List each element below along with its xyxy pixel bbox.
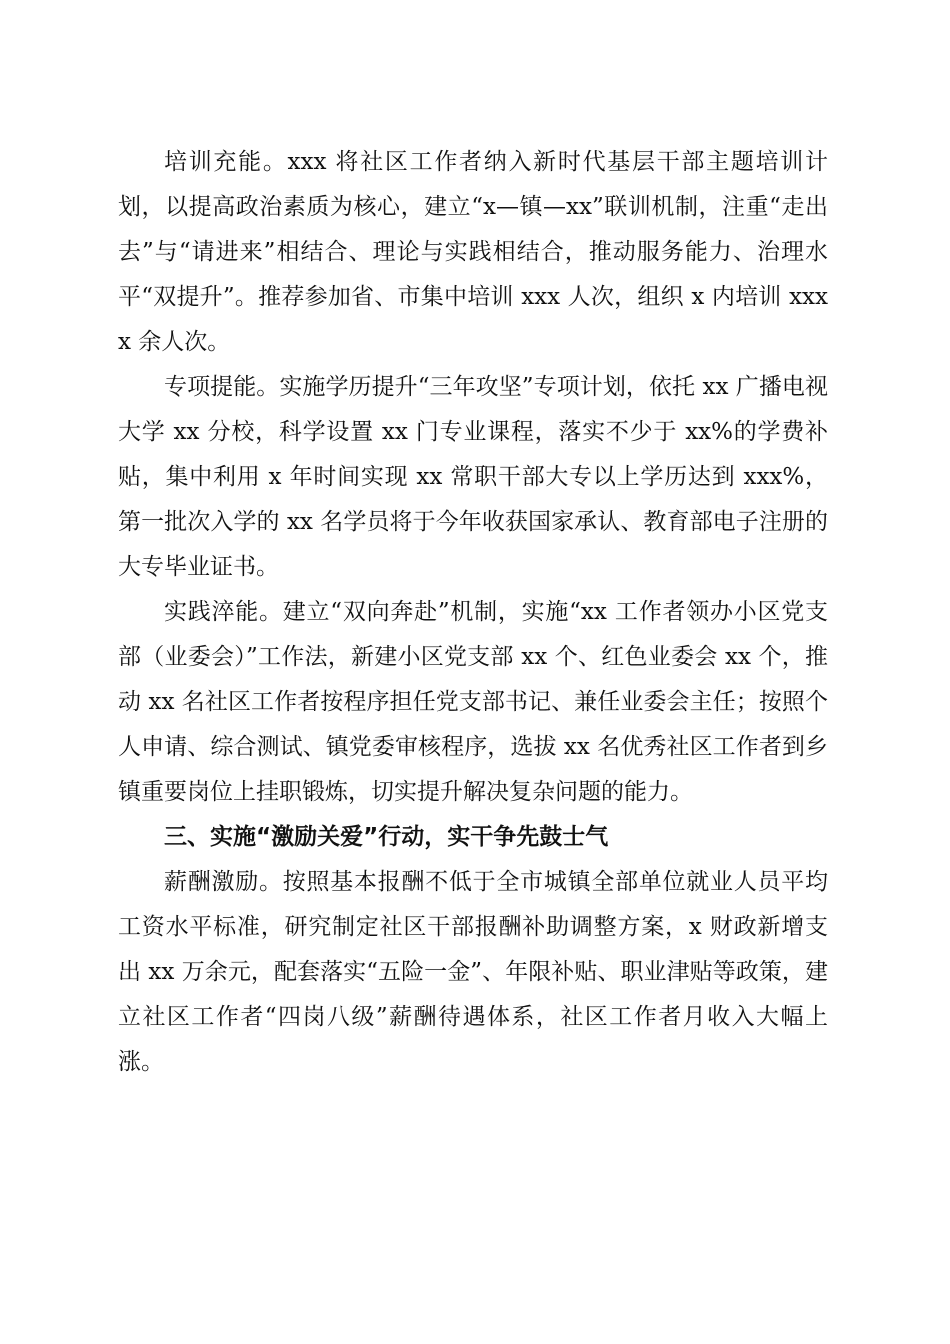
paragraph-special-empowerment: 专项提能。实施学历提升“三年攻坚”专项计划，依托 xx 广播电视大学 xx 分校，科学设置 xx 门专业课程，落实不少于 xx%的学费补贴，集中利用 x 年时间实现 xx 常职干部大专以上学历达到 xxx%，第一批次入学的 xx 名学员将于今年收获国家承认、教育部电子注册的大专毕业证书。 — [118, 374, 828, 580]
paragraph-practice-empowerment: 实践淬能。建立“双向奔赴”机制，实施“xx 工作者领办小区党支部（业委会）”工作法，新建小区党支部 xx 个、红色业委会 xx 个，推动 xx 名社区工作者按程序担任党支部书记、兼任业委会主任；按照个人申请、综合测试、镇党委审核程序，选拔 xx 名优秀社区工作者到乡镇重要岗位上挂职锻炼，切实提升解决复杂问题的能力。 — [118, 599, 828, 805]
section-heading: 三、实施“激励关爱”行动，实干争先鼓士气 — [164, 824, 609, 850]
document-body — [118, 140, 828, 1085]
paragraph-training-empowerment: 培训充能。xxx 将社区工作者纳入新时代基层干部主题培训计划，以提高政治素质为核心，建立“x—镇—xx”联训机制，注重“走出去”与“请进来”相结合、理论与实践相结合，推动服务能力、治理水平“双提升”。推荐参加省、市集中培训 xxx 人次，组织 x 内培训 xxxx 余人次。 — [118, 149, 828, 355]
paragraph-salary-incentive: 薪酬激励。按照基本报酬不低于全市城镇全部单位就业人员平均工资水平标准，研究制定社区干部报酬补助调整方案，x 财政新增支出 xx 万余元，配套落实“五险一金”、年限补贴、职业津贴等政策，建立社区工作者“四岗八级”薪酬待遇体系，社区工作者月收入大幅上涨。 — [118, 869, 828, 1075]
